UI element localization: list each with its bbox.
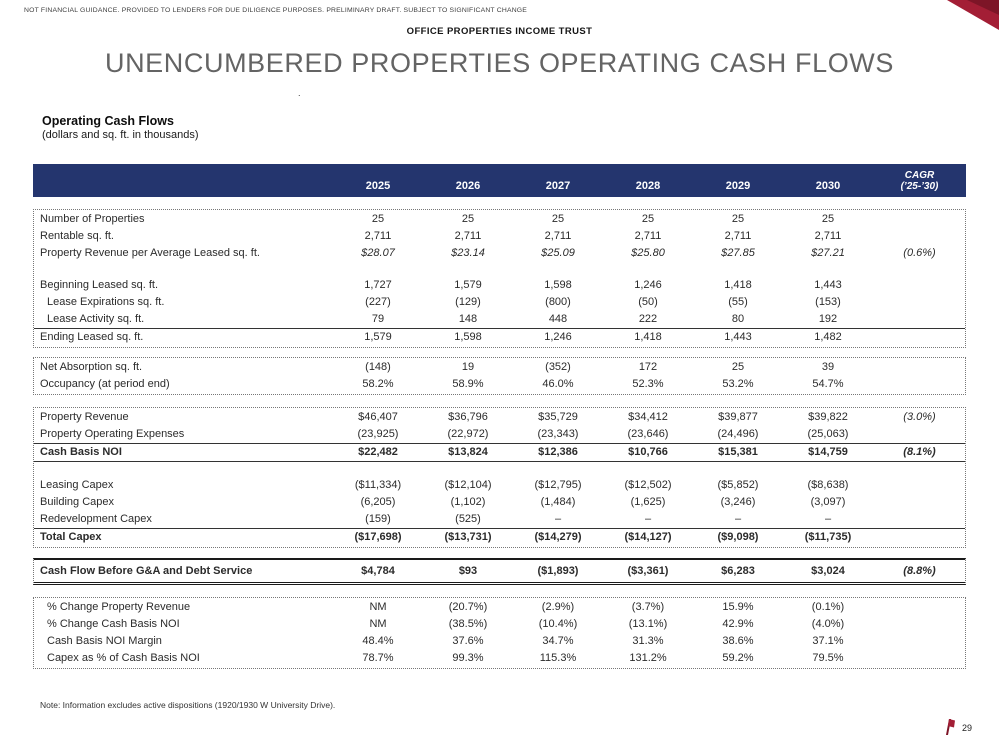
company-logo-icon <box>943 719 955 735</box>
row-label: % Change Cash Basis NOI <box>47 618 180 630</box>
operating-cash-flows-table <box>33 164 966 669</box>
value-cell: (55) <box>728 296 748 308</box>
cagr-cell <box>873 228 966 245</box>
cagr-cell <box>873 616 966 633</box>
table-row <box>34 633 965 650</box>
value-cell: (4.0%) <box>811 618 845 630</box>
row-label: Cash Basis NOI Margin <box>47 635 162 647</box>
section-ratios <box>33 597 966 669</box>
section-leasing-metrics <box>33 209 966 348</box>
table-subheading: (dollars and sq. ft. in thousands) <box>42 129 199 141</box>
value-cell: 25 <box>371 213 385 225</box>
value-cell: (3.7%) <box>631 601 665 613</box>
value-cell: (227) <box>365 296 391 308</box>
value-cell: (153) <box>815 296 841 308</box>
row-label: Redevelopment Capex <box>40 513 152 525</box>
value-cell: (38.5%) <box>448 618 488 630</box>
value-cell: – <box>734 513 742 525</box>
value-cell: 42.9% <box>722 618 754 630</box>
value-cell: ($14,127) <box>624 531 672 543</box>
cagr-cell: (8.8%) <box>903 565 936 577</box>
value-cell: 59.2% <box>722 652 754 664</box>
value-cell: ($17,698) <box>354 531 402 543</box>
value-cell: 25 <box>821 213 835 225</box>
cagr-cell <box>873 477 966 494</box>
value-cell: (3,097) <box>810 496 846 508</box>
value-cell: (1,625) <box>630 496 666 508</box>
row-label: Beginning Leased sq. ft. <box>40 279 159 291</box>
row-label: Property Revenue per Average Leased sq. ft. <box>40 247 260 259</box>
spacer-row <box>34 262 965 277</box>
value-cell: $93 <box>458 565 478 577</box>
table-row <box>34 599 965 616</box>
value-cell: $25.09 <box>541 247 575 259</box>
cagr-cell <box>873 277 966 294</box>
value-cell: $10,766 <box>628 446 668 458</box>
header-year-2026: 2026 <box>455 180 481 192</box>
value-cell: 54.7% <box>812 378 844 390</box>
spacer-row <box>34 462 965 477</box>
header-cagr-line1: CAGR <box>904 170 935 181</box>
value-cell: (159) <box>365 513 391 525</box>
table-row <box>34 443 965 462</box>
value-cell: 52.3% <box>632 378 664 390</box>
value-cell: (23,646) <box>627 428 669 440</box>
table-row <box>34 294 965 311</box>
value-cell: $14,759 <box>808 446 848 458</box>
value-cell: (0.1%) <box>811 601 845 613</box>
value-cell: 192 <box>818 313 838 325</box>
cagr-cell: (8.1%) <box>903 446 936 458</box>
row-label: Ending Leased sq. ft. <box>40 331 144 343</box>
value-cell: 25 <box>731 361 745 373</box>
row-label: Rentable sq. ft. <box>40 230 114 242</box>
value-cell: 1,598 <box>454 331 482 343</box>
company-name: OFFICE PROPERTIES INCOME TRUST <box>406 26 593 37</box>
value-cell: $3,024 <box>811 565 845 577</box>
header-cagr-line2: (’25-’30) <box>900 180 939 192</box>
table-row <box>34 228 965 245</box>
cagr-cell <box>873 529 966 546</box>
value-cell: 34.7% <box>542 635 574 647</box>
row-label: Building Capex <box>40 496 114 508</box>
value-cell: 1,418 <box>724 279 752 291</box>
value-cell: (1,102) <box>450 496 486 508</box>
cagr-cell <box>873 650 966 667</box>
cagr-cell <box>873 359 966 376</box>
value-cell: $4,784 <box>361 565 395 577</box>
table-row <box>34 376 965 393</box>
value-cell: 58.2% <box>362 378 394 390</box>
value-cell: NM <box>369 618 387 630</box>
value-cell: 2,711 <box>634 230 662 242</box>
value-cell: 79 <box>371 313 385 325</box>
row-label: Net Absorption sq. ft. <box>40 361 143 373</box>
cagr-cell <box>873 329 966 346</box>
value-cell: $28.07 <box>361 247 395 259</box>
value-cell: 48.4% <box>362 635 394 647</box>
table-row <box>34 359 965 376</box>
value-cell: ($5,852) <box>717 479 759 491</box>
value-cell: 78.7% <box>362 652 394 664</box>
header-year-2025: 2025 <box>365 180 391 192</box>
cagr-cell <box>873 494 966 511</box>
value-cell: 2,711 <box>814 230 842 242</box>
cagr-cell <box>873 599 966 616</box>
value-cell: 1,443 <box>814 279 842 291</box>
value-cell: 2,711 <box>454 230 482 242</box>
value-cell: ($12,104) <box>444 479 492 491</box>
value-cell: – <box>824 513 832 525</box>
value-cell: ($14,279) <box>534 531 582 543</box>
table-row <box>34 616 965 633</box>
section-noi-capex <box>33 407 966 548</box>
table-row <box>34 245 965 262</box>
value-cell: 448 <box>548 313 568 325</box>
section-cash-flow <box>33 558 966 585</box>
cagr-cell <box>873 426 966 443</box>
row-label: Cash Basis NOI <box>40 446 122 458</box>
value-cell: 1,443 <box>724 331 752 343</box>
value-cell: (20.7%) <box>448 601 488 613</box>
value-cell: $12,386 <box>538 446 578 458</box>
value-cell: $23.14 <box>451 247 485 259</box>
value-cell: (1,484) <box>540 496 576 508</box>
value-cell: (25,063) <box>807 428 849 440</box>
value-cell: 25 <box>731 213 745 225</box>
value-cell: 2,711 <box>364 230 392 242</box>
title-footnote-dot: . <box>298 88 301 98</box>
table-header-row <box>33 164 966 197</box>
value-cell: 31.3% <box>632 635 664 647</box>
value-cell: $35,729 <box>538 411 578 423</box>
table-row <box>34 328 965 346</box>
value-cell: 25 <box>641 213 655 225</box>
value-cell: ($9,098) <box>717 531 759 543</box>
value-cell: 58.9% <box>452 378 484 390</box>
value-cell: 1,579 <box>364 331 392 343</box>
value-cell: 46.0% <box>542 378 574 390</box>
value-cell: (10.4%) <box>538 618 578 630</box>
cagr-cell <box>873 511 966 528</box>
value-cell: $34,412 <box>628 411 668 423</box>
row-label: % Change Property Revenue <box>47 601 191 613</box>
value-cell: ($8,638) <box>807 479 849 491</box>
value-cell: 25 <box>551 213 565 225</box>
row-label: Property Revenue <box>40 411 129 423</box>
table-row <box>34 528 965 546</box>
table-row <box>34 311 965 328</box>
value-cell: $46,407 <box>358 411 398 423</box>
value-cell: 1,727 <box>364 279 392 291</box>
value-cell: (50) <box>638 296 658 308</box>
value-cell: 115.3% <box>539 652 577 664</box>
header-year-2027: 2027 <box>545 180 571 192</box>
value-cell: (525) <box>455 513 481 525</box>
cagr-cell <box>873 311 966 328</box>
value-cell: ($11,334) <box>354 479 402 491</box>
value-cell: (24,496) <box>717 428 759 440</box>
value-cell: 99.3% <box>452 652 484 664</box>
value-cell: $39,822 <box>808 411 848 423</box>
top-disclaimer: NOT FINANCIAL GUIDANCE. PROVIDED TO LENDERS FOR DUE DILIGENCE PURPOSES. PRELIMINARY DRAFT. SUBJECT TO SIGNIFICANT CHANGE <box>24 7 528 14</box>
value-cell: ($3,361) <box>627 565 669 577</box>
value-cell: $39,877 <box>718 411 758 423</box>
value-cell: 79.5% <box>812 652 844 664</box>
value-cell: $25.80 <box>631 247 665 259</box>
table-row <box>34 477 965 494</box>
header-year-2029: 2029 <box>725 180 751 192</box>
value-cell: – <box>554 513 562 525</box>
value-cell: ($12,502) <box>624 479 672 491</box>
row-label: Capex as % of Cash Basis NOI <box>47 652 200 664</box>
cagr-cell <box>873 633 966 650</box>
value-cell: – <box>644 513 652 525</box>
value-cell: (22,972) <box>447 428 489 440</box>
value-cell: 39 <box>821 361 835 373</box>
value-cell: (148) <box>365 361 391 373</box>
value-cell: 148 <box>458 313 478 325</box>
value-cell: $15,381 <box>718 446 758 458</box>
row-label: Leasing Capex <box>40 479 114 491</box>
value-cell: 1,246 <box>634 279 662 291</box>
cagr-cell <box>873 211 966 228</box>
header-cagr <box>873 171 966 192</box>
value-cell: ($1,893) <box>537 565 579 577</box>
value-cell: 1,418 <box>634 331 662 343</box>
table-row <box>34 511 965 528</box>
value-cell: 25 <box>461 213 475 225</box>
row-label: Total Capex <box>40 531 102 543</box>
table-row <box>34 426 965 443</box>
row-label: Cash Flow Before G&A and Debt Service <box>40 565 253 577</box>
value-cell: 38.6% <box>722 635 754 647</box>
value-cell: (3,246) <box>720 496 756 508</box>
cagr-cell: (0.6%) <box>903 247 936 259</box>
value-cell: (352) <box>545 361 571 373</box>
value-cell: $6,283 <box>721 565 755 577</box>
value-cell: ($13,731) <box>444 531 492 543</box>
value-cell: (23,343) <box>537 428 579 440</box>
value-cell: 172 <box>638 361 658 373</box>
value-cell: (13.1%) <box>628 618 668 630</box>
table-row <box>34 409 965 426</box>
header-year-2028: 2028 <box>635 180 661 192</box>
table-row <box>34 494 965 511</box>
value-cell: 19 <box>461 361 475 373</box>
value-cell: 15.9% <box>722 601 754 613</box>
value-cell: 53.2% <box>722 378 754 390</box>
value-cell: ($11,735) <box>804 531 852 543</box>
value-cell: 222 <box>638 313 658 325</box>
value-cell: (800) <box>545 296 571 308</box>
table-row <box>34 562 965 580</box>
value-cell: (2.9%) <box>541 601 575 613</box>
value-cell: 2,711 <box>724 230 752 242</box>
slide-title: UNENCUMBERED PROPERTIES OPERATING CASH FLOWS <box>104 48 894 78</box>
value-cell: $27.85 <box>721 247 755 259</box>
page-number: 29 <box>961 723 972 733</box>
section-absorption-occupancy <box>33 357 966 395</box>
value-cell: 131.2% <box>629 652 667 664</box>
table-row <box>34 650 965 667</box>
cagr-cell <box>873 376 966 393</box>
row-label: Lease Expirations sq. ft. <box>47 296 165 308</box>
value-cell: (23,925) <box>357 428 399 440</box>
table-row <box>34 211 965 228</box>
cagr-cell: (3.0%) <box>903 411 936 423</box>
value-cell: $36,796 <box>448 411 488 423</box>
table-heading: Operating Cash Flows <box>42 114 174 128</box>
value-cell: 1,482 <box>814 331 842 343</box>
value-cell: NM <box>369 601 387 613</box>
row-label: Number of Properties <box>40 213 145 225</box>
value-cell: 37.1% <box>812 635 844 647</box>
header-year-2030: 2030 <box>815 180 841 192</box>
value-cell: 1,579 <box>454 279 482 291</box>
footnote: Note: Information excludes active dispositions (1920/1930 W University Drive). <box>40 700 336 710</box>
row-label: Occupancy (at period end) <box>40 378 170 390</box>
row-label: Lease Activity sq. ft. <box>47 313 145 325</box>
row-label: Property Operating Expenses <box>40 428 185 440</box>
value-cell: (129) <box>455 296 481 308</box>
table-row <box>34 277 965 294</box>
value-cell: $13,824 <box>448 446 488 458</box>
value-cell: 37.6% <box>452 635 484 647</box>
value-cell: $27.21 <box>811 247 845 259</box>
value-cell: 1,246 <box>544 331 572 343</box>
value-cell: 1,598 <box>544 279 572 291</box>
value-cell: 80 <box>731 313 745 325</box>
value-cell: (6,205) <box>360 496 396 508</box>
value-cell: ($12,795) <box>534 479 582 491</box>
value-cell: $22,482 <box>358 446 398 458</box>
cagr-cell <box>873 294 966 311</box>
value-cell: 2,711 <box>544 230 572 242</box>
table-sections <box>33 209 966 669</box>
